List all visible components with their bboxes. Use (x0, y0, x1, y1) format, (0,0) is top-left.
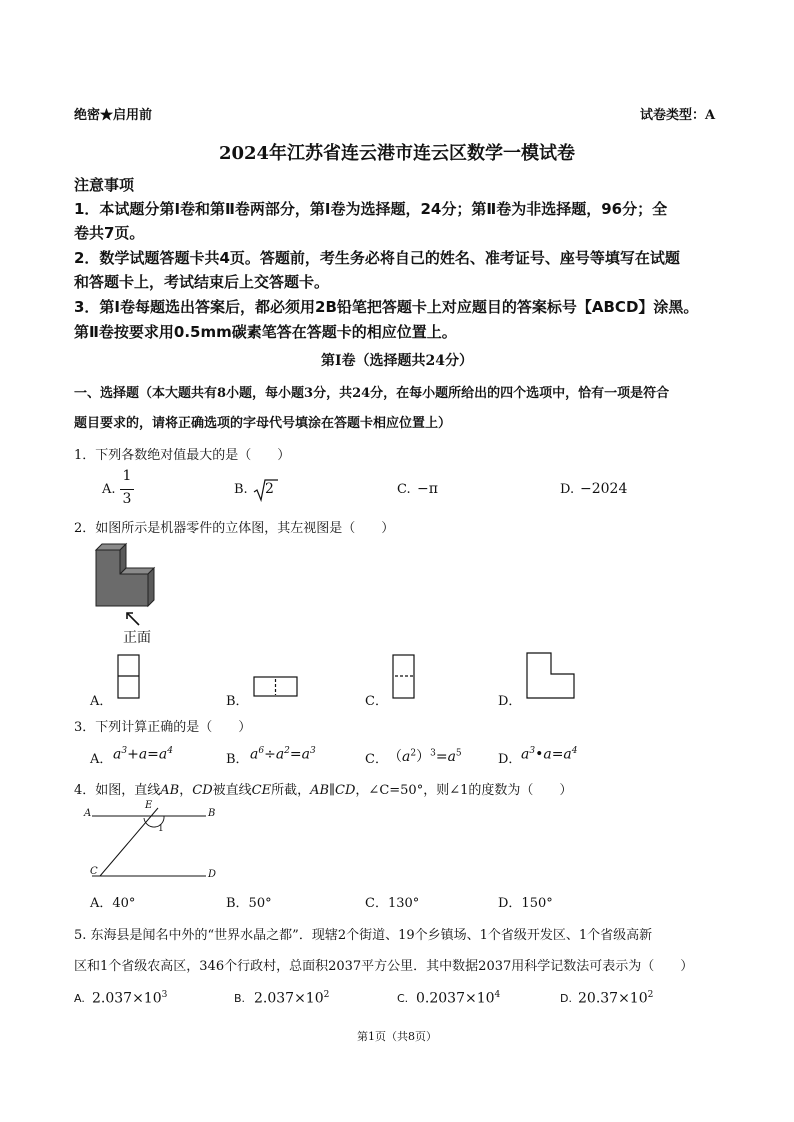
notice-item-3-line-2: 第Ⅱ卷按要求用0.5mm碳素笔答在答题卡的相应位置上。 (74, 323, 457, 341)
q4-point-e: E (145, 800, 153, 811)
section-intro-line-1: 一、选择题（本大题共有8小题，每小题3分，共24分，在每小题所给出的四个选项中，恰有一项是符合 (74, 386, 670, 401)
q5-stem-line-2: 区和1个省级农高区，346个行政村，总面积2037平方公里．其中数据2037用科学记数法可表示为（ ） (74, 959, 694, 974)
front-label: 正面 (123, 630, 151, 646)
page-footer: 第1页（共8页） (357, 1030, 437, 1043)
q3-option-b-label: B． (226, 752, 249, 767)
q1-option-c-label: C. (397, 482, 411, 497)
q3-option-b-expression: $a^6\div a^2=a^3$ (250, 746, 316, 763)
q5-option-a-value: $2.037\times 10^3$ (92, 990, 168, 1007)
q1-option-a-label: A. (102, 482, 116, 497)
q3-option-d-label: D． (498, 752, 522, 767)
q5-option-b-label: B. (234, 992, 246, 1005)
q4-stem: 4．如图，直线AB，CD被直线CE所截，AB∥CD，∠C=50°，则∠1的度数为（ ） (74, 783, 573, 798)
notice-item-1-line-2: 卷共7页。 (74, 224, 145, 242)
q5-stem-line-1: 5. 东海县是闻名中外的“世界水晶之都”．现辖2个街道、19个乡镇场、1个省级开发区、1个省级高新 (74, 928, 653, 943)
q2-option-a-figure (117, 654, 141, 700)
q1-option-c-value: −π (417, 481, 438, 497)
section-intro-line-2: 题目要求的，请将正确选项的字母代号填涂在答题卡相应位置上） (74, 416, 452, 431)
q2-option-b-label: B． (226, 694, 249, 709)
q2-option-c-figure (392, 654, 416, 700)
notice-item-2-line-1: 2．数学试题答题卡共4页。答题前，考生务必将自己的姓名、准考证号、座号等填写在试题 (74, 249, 680, 267)
q3-option-c-label: C． (365, 752, 388, 767)
q1-option-d-label: D. (560, 482, 575, 497)
section-title: 第Ⅰ卷（选择题共24分） (320, 353, 474, 369)
page-title: 2024年江苏省连云港市连云区数学一模试卷 (218, 143, 576, 164)
q1-option-b-label: B. (234, 482, 248, 497)
q1-stem: 1．下列各数绝对值最大的是（ ） (74, 448, 291, 463)
secret-label: 绝密★启用前 (74, 108, 153, 123)
q3-stem: 3．下列计算正确的是（ ） (74, 720, 252, 735)
q4-option-d: D．150° (498, 896, 553, 911)
notice-item-1-line-1: 1．本试题分第Ⅰ卷和第Ⅱ卷两部分，第Ⅰ卷为选择题，24分；第Ⅱ卷为非选择题，96分；全 (74, 200, 668, 218)
notice-item-3-line-1: 3．第Ⅰ卷每题选出答案后，都必须用2B铅笔把答题卡上对应题目的答案标号【ABCD】涂黑。 (74, 298, 699, 316)
arrow-icon (124, 611, 144, 627)
q2-option-b-figure (253, 676, 299, 698)
q4-option-b: B．50° (226, 896, 272, 911)
notice-heading: 注意事项 (74, 176, 135, 194)
fraction-bar (120, 489, 134, 490)
q5-option-c-label: C. (397, 992, 409, 1005)
q3-option-a-expression: $a^3+a=a^4$ (113, 746, 173, 763)
machine-part-3d-figure (94, 544, 158, 614)
notice-item-2-line-2: 和答题卡上，考试结束后上交答题卡。 (74, 273, 330, 291)
q2-option-c-label: C． (365, 694, 388, 709)
q5-option-c-value: $0.2037\times 10^4$ (416, 990, 501, 1007)
q1-option-a-numerator: 1 (122, 468, 132, 484)
q1-option-d-value: −2024 (580, 481, 628, 497)
q1-option-a-denominator: 3 (122, 491, 132, 507)
q4-point-d: D (208, 869, 217, 880)
q5-option-d-label: D. (560, 992, 572, 1005)
q4-parallel-lines-figure (84, 802, 224, 882)
q4-point-a: A (84, 808, 92, 819)
q2-option-d-figure (526, 652, 576, 700)
q4-angle-1-label: 1 (158, 824, 164, 834)
q5-option-a-label: A. (74, 992, 85, 1005)
q2-stem: 2．如图所示是机器零件的立体图，其左视图是（ ） (74, 521, 395, 536)
q2-option-a-label: A． (90, 694, 113, 709)
q4-option-c: C．130° (365, 896, 420, 911)
q4-point-b: B (208, 808, 216, 819)
q4-point-c: C (90, 866, 98, 877)
q2-option-d-label: D． (498, 694, 522, 709)
q5-option-b-value: $2.037\times 10^2$ (254, 990, 330, 1007)
q3-option-d-expression: $a^3•a=a^4$ (521, 746, 578, 763)
q3-option-a-label: A． (90, 752, 113, 767)
q5-option-d-value: $20.37\times 10^2$ (578, 990, 654, 1007)
paper-type: 试卷类型：A (640, 108, 716, 123)
q4-option-a: A．40° (90, 896, 136, 911)
q3-option-c-expression: $(a^2)^3=a^5$ (388, 748, 462, 765)
q1-option-b-radicand: 2 (265, 481, 274, 497)
